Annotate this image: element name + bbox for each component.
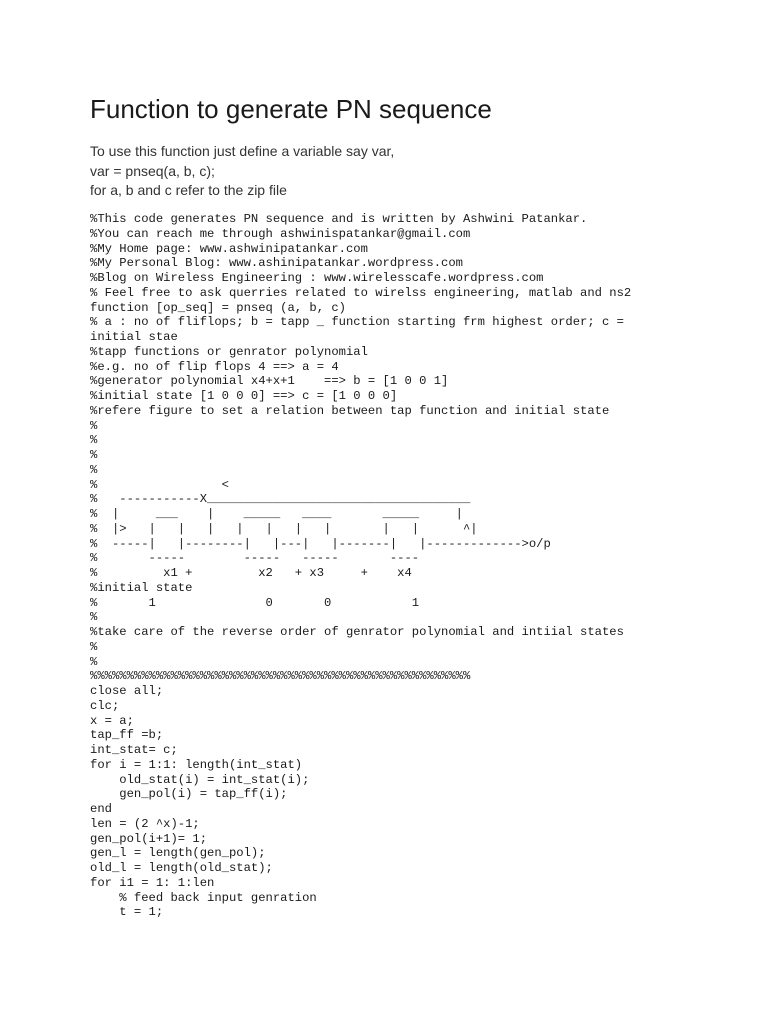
code-line: % Feel free to ask querries related to wirelss engineering, matlab and ns2	[90, 285, 632, 300]
code-line: old_stat(i) = int_stat(i);	[90, 772, 310, 787]
code-line: %	[90, 610, 98, 625]
page-title: Function to generate PN sequence	[90, 94, 492, 124]
code-line: % -----| |--------| |---| |-------| |------------->o/p	[90, 536, 551, 551]
code-line: gen_pol(i+1)= 1;	[90, 831, 208, 846]
code-line: %generator polynomial x4+x+1 ==> b = [1 0 0 1]	[90, 374, 449, 389]
code-line: %	[90, 418, 98, 433]
code-line: tap_ff =b;	[90, 728, 164, 743]
code-line: close all;	[90, 684, 164, 698]
code-line: %e.g. no of flip flops 4 ==> a = 4	[90, 359, 339, 374]
code-line: gen_l = length(gen_pol);	[90, 846, 266, 861]
code-line: end	[90, 802, 112, 816]
code-line: %	[90, 433, 98, 448]
code-line: % feed back input genration	[90, 890, 317, 905]
code-line: t = 1;	[90, 905, 164, 920]
code-line: for i1 = 1: 1:len	[90, 875, 215, 890]
code-line: for i = 1:1: length(int_stat)	[90, 757, 303, 772]
code-line: %initial state [1 0 0 0] ==> c = [1 0 0 0]	[90, 389, 398, 403]
code-line: function [op_seq] = pnseq (a, b, c)	[90, 300, 346, 315]
code-line: % x1 + x2 + x3 + x4	[90, 566, 412, 580]
code-line: clc;	[90, 698, 120, 713]
code-line: %This code generates PN sequence and is written by Ashwini Patankar.	[90, 212, 588, 226]
intro-line: var = pnseq(a, b, c);	[90, 162, 215, 179]
code-line: %You can reach me through ashwinispatankar@gmail.com	[90, 226, 471, 241]
intro-line: for a, b and c refer to the zip file	[90, 182, 287, 198]
code-line: len = (2 ^x)-1;	[90, 816, 200, 831]
code-line: initial stae	[90, 330, 178, 344]
code-line: int_stat= c;	[90, 743, 178, 757]
code-line: old_l = length(old_stat);	[90, 861, 273, 875]
code-line: %take care of the reverse order of genrator polynomial and intiial states	[90, 625, 624, 639]
intro-text	[90, 142, 394, 201]
code-line: %My Home page: www.ashwinipatankar.com	[90, 241, 368, 256]
code-line: % |> | | | | | | | | | ^|	[90, 521, 478, 536]
code-line: % 1 0 0 1	[90, 595, 420, 610]
code-line: x = a;	[90, 713, 134, 728]
code-line: %	[90, 448, 98, 462]
code-line: %	[90, 462, 98, 477]
code-line: %	[90, 639, 98, 654]
code-line: %My Personal Blog: www.ashinipatankar.wordpress.com	[90, 256, 463, 271]
code-line: %	[90, 654, 98, 669]
code-line: gen_pol(i) = tap_ff(i);	[90, 787, 288, 802]
code-line: % | ___ | _____ ____ _____ |	[90, 507, 463, 521]
code-block	[90, 212, 750, 920]
code-line: % ----- ----- ----- ----	[90, 551, 420, 566]
code-line: % -----------X____________________________________	[90, 492, 471, 507]
code-line: %tapp functions or genrator polynomial	[90, 344, 368, 359]
code-line: %Blog on Wireless Engineering : www.wirelesscafe.wordpress.com	[90, 271, 544, 285]
code-line: % a : no of fliflops; b = tapp _ function starting frm highest order; c =	[90, 315, 624, 330]
code-line: %%%%%%%%%%%%%%%%%%%%%%%%%%%%%%%%%%%%%%%%%%%%%%%%%%%%	[90, 669, 471, 684]
code-line: %refere figure to set a relation between tap function and initial state	[90, 403, 610, 418]
code-line: % <	[90, 477, 229, 492]
intro-line: To use this function just define a variable say var,	[90, 143, 395, 159]
code-line: %initial state	[90, 580, 193, 595]
